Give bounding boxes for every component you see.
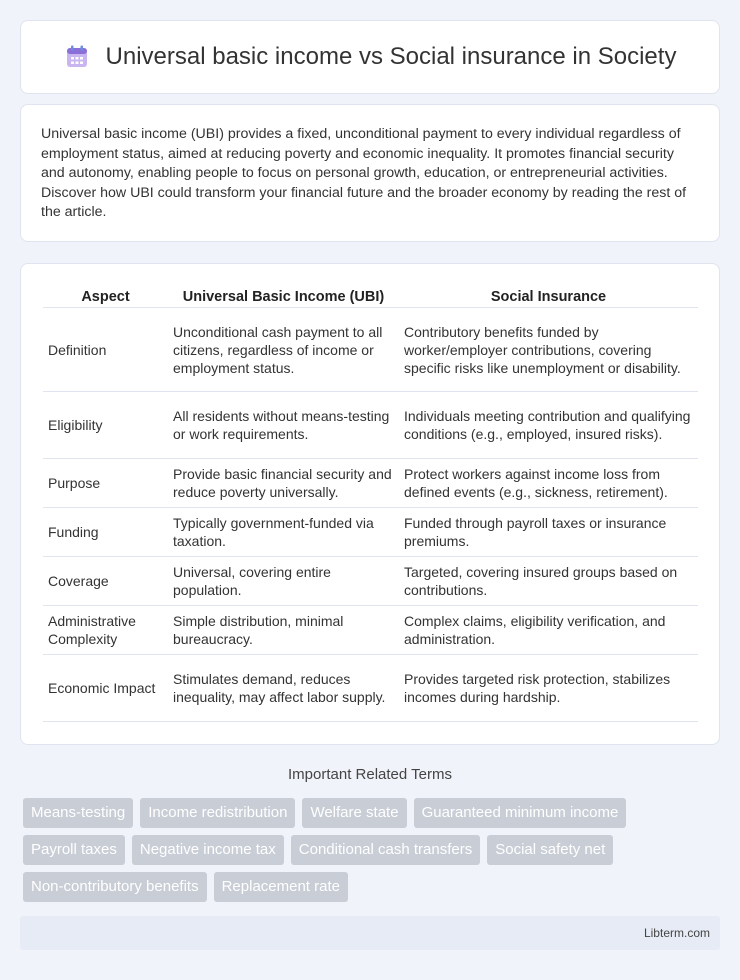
- header-ubi: Universal Basic Income (UBI): [168, 284, 399, 308]
- related-term-tag[interactable]: Means-testing: [23, 798, 133, 828]
- cell-ubi: Universal, covering entire population.: [168, 557, 399, 606]
- table-row: [43, 557, 698, 606]
- cell-aspect: Eligibility: [43, 392, 168, 459]
- related-term-tag[interactable]: Guaranteed minimum income: [414, 798, 627, 828]
- cell-social-insurance: Complex claims, eligibility verification, and administration.: [399, 606, 698, 655]
- cell-social-insurance: Individuals meeting contribution and qualifying conditions (e.g., employed, insured risks).: [399, 392, 698, 459]
- related-term-tag[interactable]: Negative income tax: [132, 835, 284, 865]
- header-social-insurance: Social Insurance: [399, 284, 698, 308]
- cell-social-insurance: Targeted, covering insured groups based on contributions.: [399, 557, 698, 606]
- related-term-tag[interactable]: Payroll taxes: [23, 835, 125, 865]
- footer-site-link[interactable]: Libterm.com: [643, 926, 710, 940]
- table-row: [43, 308, 698, 392]
- footer: [20, 916, 720, 950]
- title-card: [20, 20, 720, 94]
- intro-text: Universal basic income (UBI) provides a fixed, unconditional payment to every individual regardless of employment status, aimed at reducing poverty and economic inequality. It promotes financial security and autonomy, enabling people to focus on personal growth, education, or entrepreneurial activities. Discover how UBI could transform your financial future and the broader economy by reading the rest of the article.: [41, 126, 687, 220]
- cell-social-insurance: Protect workers against income loss from defined events (e.g., sickness, retirement).: [399, 459, 698, 508]
- related-term-tag[interactable]: Income redistribution: [140, 798, 295, 828]
- table-row: [43, 655, 698, 722]
- cell-social-insurance: Funded through payroll taxes or insurance premiums.: [399, 508, 698, 557]
- cell-social-insurance: Provides targeted risk protection, stabilizes incomes during hardship.: [399, 655, 698, 722]
- cell-aspect: Economic Impact: [43, 655, 168, 722]
- calendar-icon: [64, 44, 90, 70]
- table-header-row: [43, 284, 698, 308]
- cell-ubi: Typically government-funded via taxation.: [168, 508, 399, 557]
- cell-ubi: Unconditional cash payment to all citizens, regardless of income or employment status.: [168, 308, 399, 392]
- intro-card: [20, 104, 720, 242]
- table-row: [43, 459, 698, 508]
- table-row: [43, 508, 698, 557]
- cell-ubi: Provide basic financial security and reduce poverty universally.: [168, 459, 399, 508]
- cell-aspect: Administrative Complexity: [43, 606, 168, 655]
- table-row: [43, 392, 698, 459]
- related-term-tag[interactable]: Social safety net: [487, 835, 613, 865]
- related-terms-title: Important Related Terms: [288, 766, 452, 783]
- header-aspect: Aspect: [43, 284, 168, 308]
- cell-aspect: Purpose: [43, 459, 168, 508]
- related-term-tag[interactable]: Replacement rate: [214, 872, 348, 902]
- cell-social-insurance: Contributory benefits funded by worker/employer contributions, covering specific risks like unemployment or disability.: [399, 308, 698, 392]
- cell-ubi: Simple distribution, minimal bureaucracy.: [168, 606, 399, 655]
- cell-ubi: All residents without means-testing or work requirements.: [168, 392, 399, 459]
- comparison-card: [20, 263, 720, 745]
- related-term-tag[interactable]: Welfare state: [302, 798, 406, 828]
- table-row: [43, 606, 698, 655]
- cell-aspect: Funding: [43, 508, 168, 557]
- related-term-tag[interactable]: Non-contributory benefits: [23, 872, 207, 902]
- comparison-table: [43, 284, 698, 722]
- related-term-tag[interactable]: Conditional cash transfers: [291, 835, 480, 865]
- cell-ubi: Stimulates demand, reduces inequality, may affect labor supply.: [168, 655, 399, 722]
- cell-aspect: Coverage: [43, 557, 168, 606]
- related-terms-list: [23, 798, 723, 909]
- page-title: Universal basic income vs Social insurance in Society: [105, 43, 677, 70]
- cell-aspect: Definition: [43, 308, 168, 392]
